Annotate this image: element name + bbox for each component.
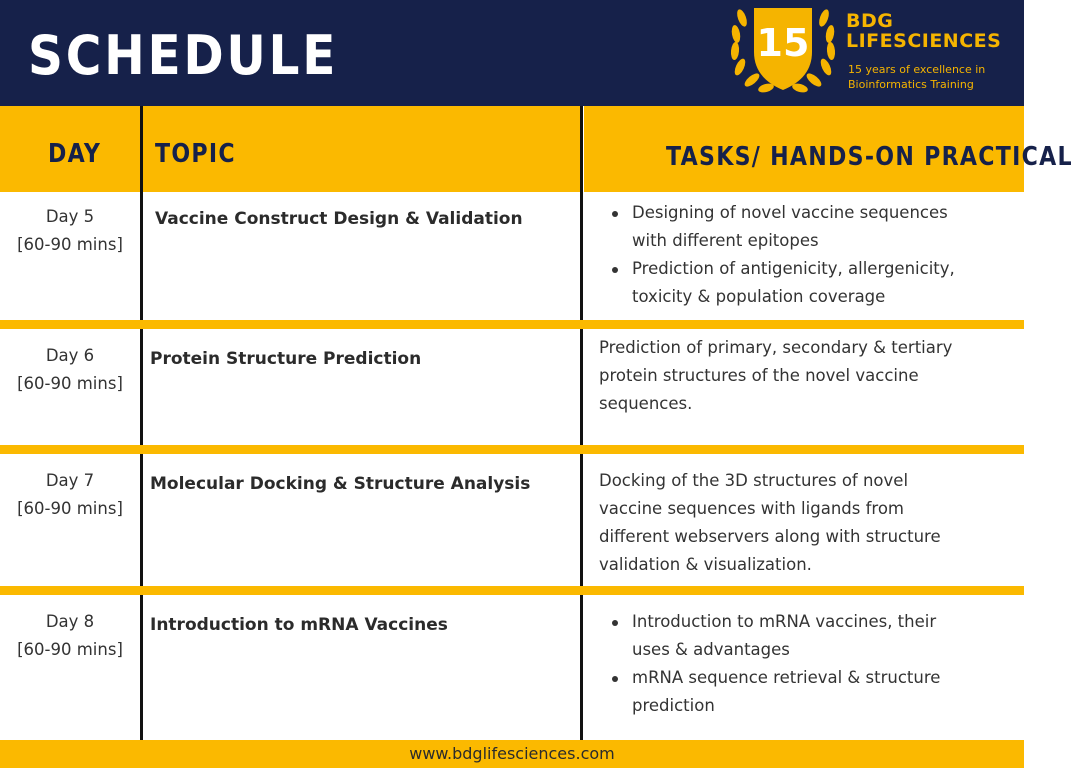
- page-title: SCHEDULE: [28, 24, 339, 87]
- tasks-cell: [600, 199, 955, 311]
- tasks-cell: [599, 334, 952, 418]
- day-cell: [0, 467, 140, 523]
- day-column-header: [0, 106, 140, 192]
- day-label: Day 6: [45, 346, 95, 365]
- brand-name-line1: BDG: [846, 10, 894, 32]
- tasks-cell: [599, 467, 941, 579]
- day-cell: [0, 342, 140, 398]
- column-divider-1: [140, 106, 143, 740]
- task-line: Docking of the 3D structures of novel: [599, 471, 909, 490]
- brand-name-line2: LIFESCIENCES: [846, 30, 1002, 52]
- column-divider-2: [580, 106, 583, 740]
- day-label: Day 5: [45, 207, 95, 226]
- tasks-column-header: [584, 106, 1073, 192]
- task-item: mRNA sequence retrieval & structure prediction: [600, 664, 940, 720]
- footer-url[interactable]: www.bdglifesciences.com: [0, 740, 1024, 768]
- day-cell: [0, 608, 140, 664]
- duration-label: [60-90 mins]: [17, 374, 123, 393]
- day-label: Day 7: [45, 471, 95, 490]
- row-separator: [0, 320, 1024, 329]
- topic-cell: Introduction to mRNA Vaccines: [150, 615, 448, 635]
- row-separator: [0, 586, 1024, 595]
- topic-cell: Molecular Docking & Structure Analysis: [150, 474, 531, 494]
- duration-label: [60-90 mins]: [17, 235, 123, 254]
- task-item: Designing of novel vaccine sequences with different epitopes: [600, 199, 955, 255]
- topic-cell: Protein Structure Prediction: [150, 349, 422, 369]
- task-line: Prediction of primary, secondary & tertiary: [599, 338, 953, 357]
- day-header-label: DAY: [48, 139, 102, 169]
- brand-tagline: [848, 62, 985, 92]
- header-bar: [0, 0, 1024, 106]
- badge-number: 15: [756, 21, 810, 65]
- task-line: sequences.: [599, 394, 693, 413]
- brand-logo: [722, 0, 1024, 106]
- task-item: Prediction of antigenicity, allergenicity, toxicity & population coverage: [600, 255, 955, 311]
- task-line: protein structures of the novel vaccine: [599, 366, 919, 385]
- tasks-cell: [600, 608, 940, 720]
- task-line: validation & visualization.: [599, 555, 812, 574]
- task-item: Introduction to mRNA vaccines, their uses & advantages: [600, 608, 940, 664]
- duration-label: [60-90 mins]: [17, 499, 123, 518]
- day-label: Day 8: [45, 612, 95, 631]
- tasks-header-label: TASKS/ HANDS-ON PRACTICAL: [666, 142, 1073, 172]
- task-list: [600, 199, 955, 311]
- duration-label: [60-90 mins]: [17, 640, 123, 659]
- topic-header-label: TOPIC: [155, 139, 236, 169]
- task-line: different webservers along with structure: [599, 527, 941, 546]
- row-separator: [0, 445, 1024, 454]
- topic-column-header: [143, 106, 581, 192]
- tagline-line1: 15 years of excellence in: [848, 63, 986, 76]
- day-cell: [0, 203, 140, 259]
- task-line: vaccine sequences with ligands from: [599, 499, 904, 518]
- topic-cell: Vaccine Construct Design & Validation: [155, 209, 523, 229]
- task-list: [600, 608, 940, 720]
- tagline-line2: Bioinformatics Training: [848, 78, 974, 91]
